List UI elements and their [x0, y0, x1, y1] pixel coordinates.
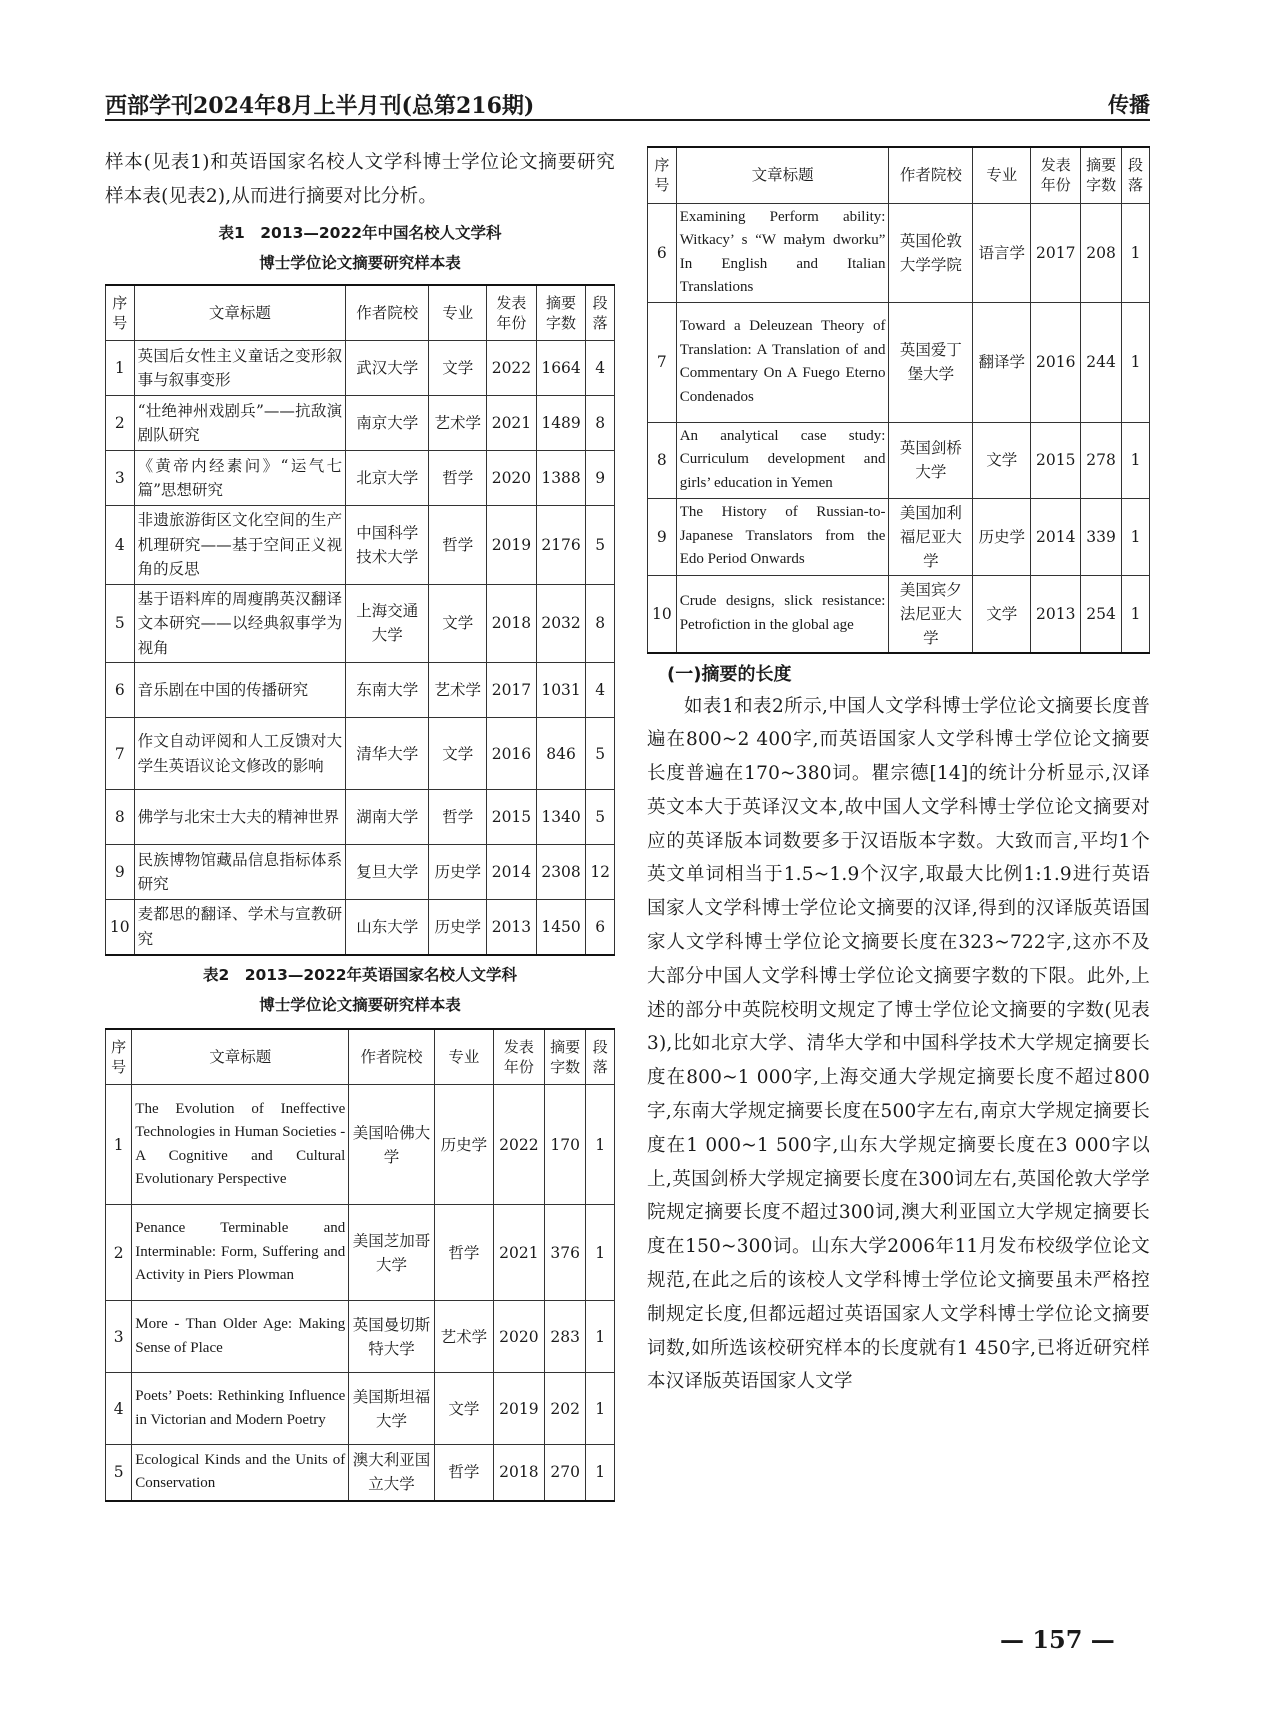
- article-title: 音乐剧在中国的传播研究: [134, 663, 346, 718]
- table-row: [106, 506, 615, 585]
- table2-header-row: [106, 1029, 615, 1085]
- article-title: 佛学与北宋士大夫的精神世界: [134, 790, 346, 845]
- row-number: 3: [106, 451, 135, 506]
- major: 语言学: [973, 203, 1031, 302]
- abstract-length: 278: [1081, 422, 1122, 498]
- year: 2020: [487, 451, 537, 506]
- year: 2019: [493, 1373, 544, 1445]
- abstract-length: 170: [544, 1085, 586, 1205]
- col-header: 摘要字数: [544, 1029, 586, 1085]
- table-row: [106, 341, 615, 396]
- row-number: 10: [106, 900, 135, 955]
- year: 2015: [1031, 422, 1081, 498]
- author-school: 美国宾夕法尼亚大学: [889, 575, 973, 653]
- table-row: [106, 663, 615, 718]
- col-header: 摘要字数: [1081, 147, 1122, 203]
- major: 文学: [429, 718, 487, 790]
- col-header: 文章标题: [132, 1029, 349, 1085]
- col-header: 序号: [648, 147, 677, 203]
- col-header: 专业: [973, 147, 1031, 203]
- row-number: 2: [106, 1205, 132, 1301]
- article-title: 麦都思的翻译、学术与宣教研究: [134, 900, 346, 955]
- article-title: 民族博物馆藏品信息指标体系研究: [134, 845, 346, 900]
- author-school: 英国伦敦大学学院: [889, 203, 973, 302]
- col-header: 文章标题: [676, 147, 889, 203]
- abstract-length: 283: [544, 1301, 586, 1373]
- major: 艺术学: [429, 663, 487, 718]
- paragraph-count: 8: [586, 584, 615, 663]
- author-school: 美国加利福尼亚大学: [889, 498, 973, 575]
- major: 哲学: [434, 1445, 493, 1501]
- row-number: 7: [648, 302, 677, 422]
- col-header: 段落: [586, 285, 615, 341]
- table1-caption: [105, 218, 615, 278]
- row-number: 1: [106, 1085, 132, 1205]
- paragraph-count: 1: [1122, 422, 1150, 498]
- page-number: — 157 —: [1000, 1625, 1115, 1654]
- author-school: 中国科学技术大学: [346, 506, 429, 585]
- article-title: An analytical case study: Curriculum development and girls’ education in Yemen: [676, 422, 889, 498]
- major: 历史学: [429, 900, 487, 955]
- major: 文学: [973, 575, 1031, 653]
- paragraph-count: 12: [586, 845, 615, 900]
- paragraph-count: 4: [586, 663, 615, 718]
- major: 历史学: [434, 1085, 493, 1205]
- table-row: [106, 845, 615, 900]
- col-header: 专业: [434, 1029, 493, 1085]
- article-title: Penance Terminable and Interminable: Form, Suffering and Activity in Piers Plowman: [132, 1205, 349, 1301]
- table-row: [106, 1301, 615, 1373]
- table-row: [648, 302, 1150, 422]
- table2-continued-header-row: [648, 147, 1150, 203]
- right-column: [647, 146, 1150, 1399]
- paragraph-count: 1: [1122, 302, 1150, 422]
- abstract-length: 376: [544, 1205, 586, 1301]
- year: 2017: [1031, 203, 1081, 302]
- year: 2018: [493, 1445, 544, 1501]
- major: 哲学: [429, 506, 487, 585]
- section-name: 传播: [1108, 92, 1150, 117]
- abstract-length: 846: [536, 718, 586, 790]
- author-school: 武汉大学: [346, 341, 429, 396]
- table1-caption-line1: 表1 2013—2022年中国名校人文学科: [218, 223, 502, 242]
- paragraph-count: 1: [586, 1205, 615, 1301]
- row-number: 2: [106, 396, 135, 451]
- row-number: 5: [106, 1445, 132, 1501]
- col-header: 作者院校: [349, 1029, 434, 1085]
- year: 2016: [1031, 302, 1081, 422]
- col-header: 专业: [429, 285, 487, 341]
- year: 2013: [487, 900, 537, 955]
- article-title: 基于语料库的周瘦鹃英汉翻译文本研究——以经典叙事学为视角: [134, 584, 346, 663]
- paragraph-count: 1: [1122, 498, 1150, 575]
- author-school: 美国斯坦福大学: [349, 1373, 434, 1445]
- table-row: [106, 1373, 615, 1445]
- table-row: [648, 203, 1150, 302]
- author-school: 南京大学: [346, 396, 429, 451]
- table1-header-row: [106, 285, 615, 341]
- row-number: 9: [648, 498, 677, 575]
- article-title: Examining Perform ability: Witkacy’ s “W małym dworku” In English and Italian Translations: [676, 203, 889, 302]
- row-number: 6: [106, 663, 135, 718]
- paragraph-count: 1: [586, 1301, 615, 1373]
- article-title: Crude designs, slick resistance: Petrofiction in the global age: [676, 575, 889, 653]
- paragraph-count: 5: [586, 506, 615, 585]
- author-school: 英国曼切斯特大学: [349, 1301, 434, 1373]
- col-header: 段落: [1122, 147, 1150, 203]
- table-row: [106, 396, 615, 451]
- left-column: [105, 146, 615, 1502]
- table-row: [648, 422, 1150, 498]
- table-row: [106, 1205, 615, 1301]
- row-number: 7: [106, 718, 135, 790]
- abstract-length: 254: [1081, 575, 1122, 653]
- table2-caption-line1: 表2 2013—2022年英语国家名校人文学科: [202, 965, 518, 984]
- author-school: 美国哈佛大学: [349, 1085, 434, 1205]
- section-heading: (一)摘要的长度: [667, 663, 792, 685]
- year: 2014: [487, 845, 537, 900]
- row-number: 9: [106, 845, 135, 900]
- table2-caption-line2: 博士学位论文摘要研究样本表: [259, 995, 461, 1014]
- author-school: 复旦大学: [346, 845, 429, 900]
- col-header: 文章标题: [134, 285, 346, 341]
- paragraph-count: 1: [586, 1445, 615, 1501]
- table-row: [106, 451, 615, 506]
- author-school: 清华大学: [346, 718, 429, 790]
- year: 2015: [487, 790, 537, 845]
- table2-caption: [105, 960, 615, 1020]
- row-number: 10: [648, 575, 677, 653]
- abstract-length: 202: [544, 1373, 586, 1445]
- paragraph-count: 1: [586, 1085, 615, 1205]
- year: 2018: [487, 584, 537, 663]
- running-header: [105, 85, 1150, 121]
- col-header: 序号: [106, 285, 135, 341]
- article-title: The History of Russian-to-Japanese Translators from the Edo Period Onwards: [676, 498, 889, 575]
- abstract-length: 2032: [536, 584, 586, 663]
- paragraph-count: 5: [586, 718, 615, 790]
- major: 翻译学: [973, 302, 1031, 422]
- table-row: [106, 1085, 615, 1205]
- table-row: [648, 575, 1150, 653]
- row-number: 8: [648, 422, 677, 498]
- major: 艺术学: [429, 396, 487, 451]
- abstract-length: 1340: [536, 790, 586, 845]
- article-title: Poets’ Poets: Rethinking Influence in Victorian and Modern Poetry: [132, 1373, 349, 1445]
- col-header: 作者院校: [889, 147, 973, 203]
- author-school: 北京大学: [346, 451, 429, 506]
- col-header: 段落: [586, 1029, 615, 1085]
- table-row: [106, 718, 615, 790]
- row-number: 4: [106, 1373, 132, 1445]
- major: 历史学: [429, 845, 487, 900]
- table-row: [106, 584, 615, 663]
- article-title: 英国后女性主义童话之变形叙事与叙事变形: [134, 341, 346, 396]
- table2-part1: [105, 1028, 615, 1502]
- year: 2016: [487, 718, 537, 790]
- paragraph-count: 1: [1122, 575, 1150, 653]
- table-row: [106, 1445, 615, 1501]
- major: 哲学: [434, 1205, 493, 1301]
- article-title: More - Than Older Age: Making Sense of Place: [132, 1301, 349, 1373]
- paragraph-count: 4: [586, 341, 615, 396]
- paragraph-count: 5: [586, 790, 615, 845]
- row-number: 3: [106, 1301, 132, 1373]
- abstract-length: 208: [1081, 203, 1122, 302]
- year: 2014: [1031, 498, 1081, 575]
- row-number: 5: [106, 584, 135, 663]
- col-header: 摘要字数: [536, 285, 586, 341]
- body-paragraph: 如表1和表2所示,中国人文学科博士学位论文摘要长度普遍在800~2 400字,而英语国家人文学科博士学位论文摘要长度普遍在170~380词。瞿宗德[14]的统计分析显示,汉译英文本大于英译汉文本,故中国人文学科博士学位论文摘要对应的英译版本词数要多于汉语版本字数。大致而言,平均1个英文单词相当于1.5~1.9个汉字,取最大比例1:1.9进行英语国家人文学科博士学位论文摘要的汉译,得到的汉译版英语国家人文学科博士学位论文摘要长度在323~722字,这亦不及大部分中国人文学科博士学位论文摘要字数的下限。此外,上述的部分中英院校明文规定了博士学位论文摘要的字数(见表3),比如北京大学、清华大学和中国科学技术大学规定摘要长度在800~1 000字,上海交通大学规定摘要长度不超过800字,东南大学规定摘要长度在500字左右,南京大学规定摘要长度在1 000~1 500字,山东大学规定摘要长度在3 000字以上,英国剑桥大学规定摘要长度在300词左右,英国伦敦大学学院规定摘要长度不超过300词,澳大利亚国立大学规定摘要长度在150~300词。山东大学2006年11月发布校级学位论文规范,在此之后的该校人文学科博士学位论文摘要虽未严格控制规定长度,但都远超过英语国家人文学科博士学位论文摘要词数,如所选该校研究样本的长度就有1 450字,已将近研究样本汉译版英语国家人文学: [647, 695, 1150, 1393]
- author-school: 湖南大学: [346, 790, 429, 845]
- major: 文学: [434, 1373, 493, 1445]
- year: 2013: [1031, 575, 1081, 653]
- author-school: 东南大学: [346, 663, 429, 718]
- abstract-length: 1450: [536, 900, 586, 955]
- row-number: 8: [106, 790, 135, 845]
- paragraph-count: 6: [586, 900, 615, 955]
- author-school: 英国爱丁堡大学: [889, 302, 973, 422]
- abstract-length: 1664: [536, 341, 586, 396]
- year: 2021: [493, 1205, 544, 1301]
- abstract-length: 1031: [536, 663, 586, 718]
- row-number: 4: [106, 506, 135, 585]
- intro-paragraph: 样本(见表1)和英语国家名校人文学科博士学位论文摘要研究样本表(见表2),从而进行摘要对比分析。: [105, 152, 615, 207]
- author-school: 山东大学: [346, 900, 429, 955]
- major: 哲学: [429, 451, 487, 506]
- author-school: 美国芝加哥大学: [349, 1205, 434, 1301]
- abstract-length: 270: [544, 1445, 586, 1501]
- major: 历史学: [973, 498, 1031, 575]
- abstract-length: 2176: [536, 506, 586, 585]
- year: 2022: [487, 341, 537, 396]
- major: 文学: [429, 341, 487, 396]
- col-header: 发表年份: [1031, 147, 1081, 203]
- author-school: 澳大利亚国立大学: [349, 1445, 434, 1501]
- col-header: 发表年份: [493, 1029, 544, 1085]
- abstract-length: 2308: [536, 845, 586, 900]
- paragraph-count: 1: [1122, 203, 1150, 302]
- article-title: “壮绝神州戏剧兵”——抗敌演剧队研究: [134, 396, 346, 451]
- col-header: 序号: [106, 1029, 132, 1085]
- abstract-length: 339: [1081, 498, 1122, 575]
- row-number: 1: [106, 341, 135, 396]
- year: 2020: [493, 1301, 544, 1373]
- row-number: 6: [648, 203, 677, 302]
- paragraph-count: 8: [586, 396, 615, 451]
- table1-caption-line2: 博士学位论文摘要研究样本表: [259, 253, 461, 272]
- year: 2021: [487, 396, 537, 451]
- year: 2017: [487, 663, 537, 718]
- author-school: 英国剑桥大学: [889, 422, 973, 498]
- abstract-length: 244: [1081, 302, 1122, 422]
- article-title: 非遗旅游街区文化空间的生产机理研究——基于空间正义视角的反思: [134, 506, 346, 585]
- table-row: [106, 790, 615, 845]
- major: 文学: [973, 422, 1031, 498]
- article-title: Toward a Deleuzean Theory of Translation: A Translation of and Commentary On A Fuego Eterno Condenados: [676, 302, 889, 422]
- table1: [105, 284, 615, 956]
- table-row: [106, 900, 615, 955]
- major: 艺术学: [434, 1301, 493, 1373]
- abstract-length: 1489: [536, 396, 586, 451]
- paragraph-count: 9: [586, 451, 615, 506]
- article-title: Ecological Kinds and the Units of Conservation: [132, 1445, 349, 1501]
- col-header: 作者院校: [346, 285, 429, 341]
- table-row: [648, 498, 1150, 575]
- paragraph-count: 1: [586, 1373, 615, 1445]
- article-title: The Evolution of Ineffective Technologies in Human Societies - A Cognitive and Cultural Evolutionary Perspective: [132, 1085, 349, 1205]
- article-title: 《黄帝内经素问》“运气七篇”思想研究: [134, 451, 346, 506]
- abstract-length: 1388: [536, 451, 586, 506]
- table2-part2: [647, 146, 1150, 654]
- major: 文学: [429, 584, 487, 663]
- major: 哲学: [429, 790, 487, 845]
- col-header: 发表年份: [487, 285, 537, 341]
- author-school: 上海交通大学: [346, 584, 429, 663]
- year: 2022: [493, 1085, 544, 1205]
- journal-issue: 西部学刊2024年8月上半月刊(总第216期): [105, 93, 535, 119]
- year: 2019: [487, 506, 537, 585]
- article-title: 作文自动评阅和人工反馈对大学生英语议论文修改的影响: [134, 718, 346, 790]
